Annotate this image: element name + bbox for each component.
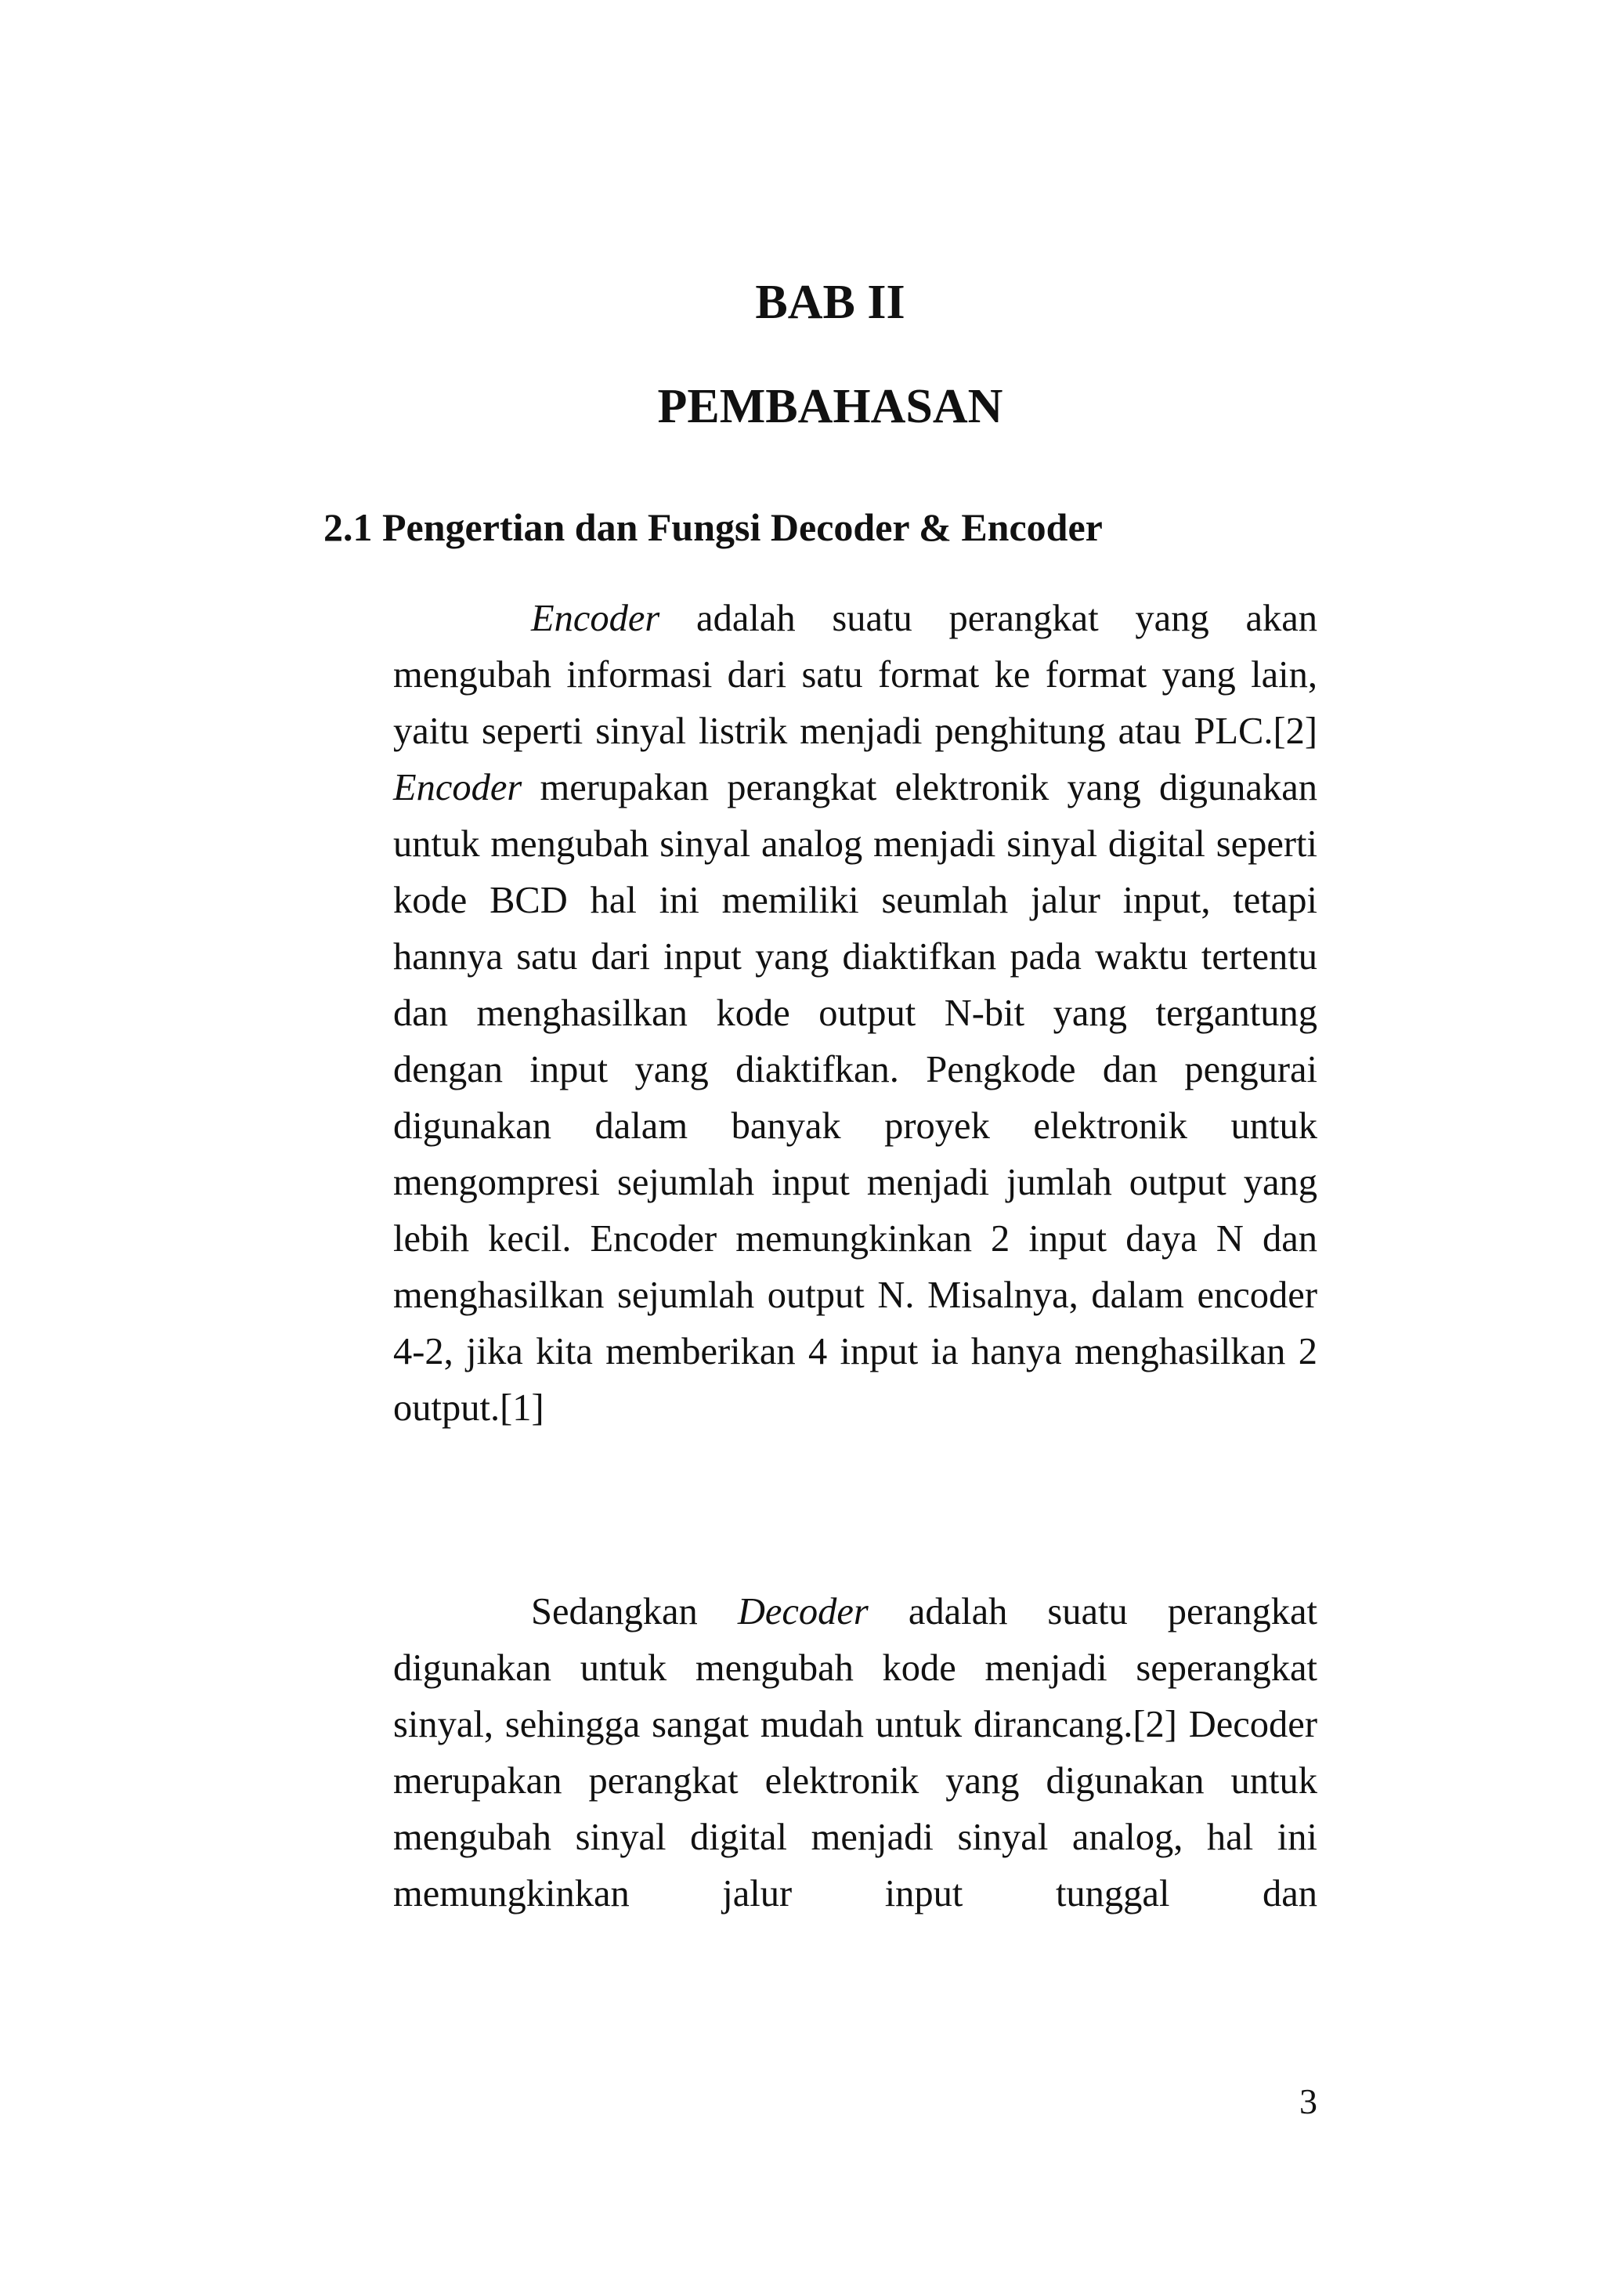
chapter-title: PEMBAHASAN: [657, 380, 1003, 433]
paragraph-encoder: [393, 591, 1317, 1437]
paragraph-text: merupakan perangkat elektronik yang digunakan untuk mengubah sinyal analog menjadi sinyal digital seperti kode BCD hal ini memiliki seumlah jalur input, tetapi hannya satu dari input yang diaktifkan pada waktu tertentu dan menghasilkan kode output N-bit yang tergantung dengan input yang diaktifkan. Pengkode dan pengurai digunakan dalam banyak proyek elektronik untuk mengompresi sejumlah input menjadi jumlah output yang lebih kecil. Encoder memungkinkan 2 input daya N dan menghasilkan sejumlah output N. Misalnya, dalam encoder 4-2, jika kita memberikan 4 input ia hanya menghasilkan 2 output.[1]: [393, 767, 1317, 1429]
paragraph-decoder: [393, 1584, 1317, 1922]
term-encoder: Encoder: [393, 767, 522, 808]
term-decoder: Decoder: [737, 1591, 869, 1633]
term-encoder: Encoder: [531, 598, 660, 639]
paragraph-text: adalah suatu perangkat yang akan mengubah informasi dari satu format ke format yang lain, yaitu seperti sinyal listrik menjadi penghitung atau PLC.[2]: [393, 598, 1317, 752]
paragraph-text: Sedangkan: [531, 1591, 738, 1633]
page-number: 3: [1299, 2081, 1317, 2121]
paragraph-text: adalah suatu perangkat digunakan untuk mengubah kode menjadi seperangkat sinyal, sehingga sangat mudah untuk dirancang.[2] Decoder merupakan perangkat elektronik yang digunakan untuk mengubah sinyal digital menjadi sinyal analog, hal ini memungkinkan jalur input tunggal dan: [393, 1591, 1317, 1915]
chapter-number: BAB II: [755, 276, 905, 329]
section-heading: 2.1 Pengertian dan Fungsi Decoder & Encoder: [323, 505, 1103, 549]
